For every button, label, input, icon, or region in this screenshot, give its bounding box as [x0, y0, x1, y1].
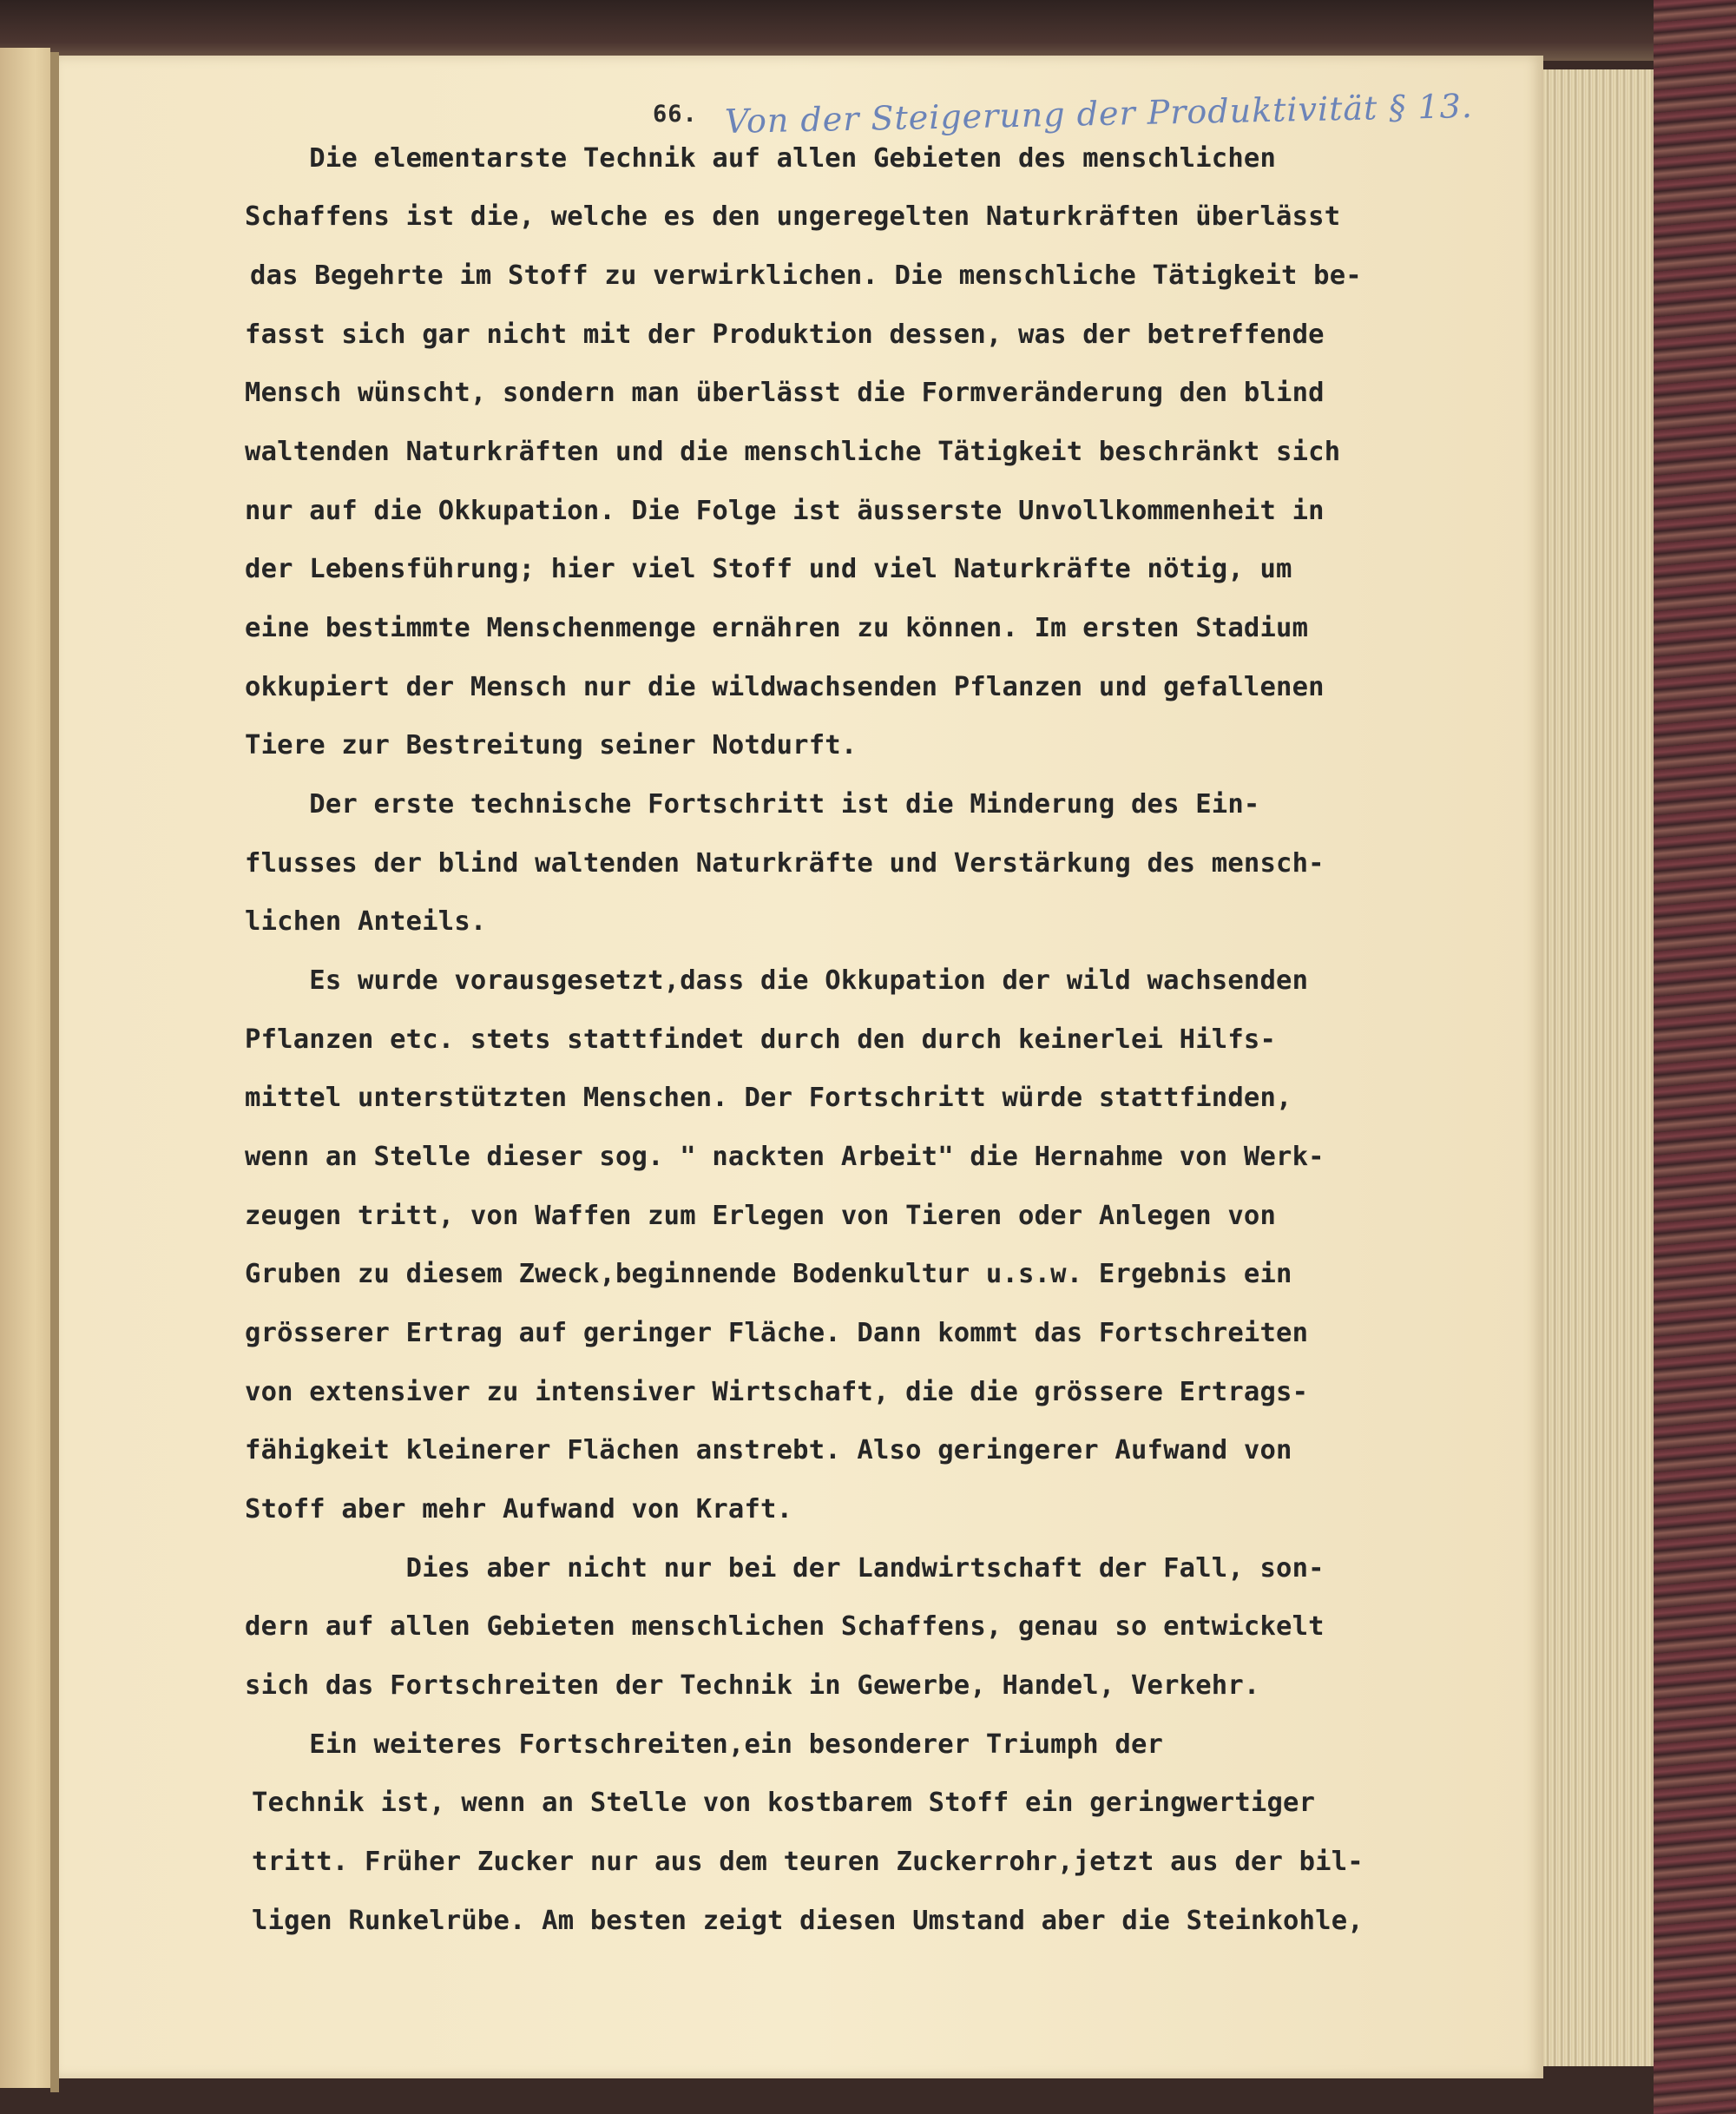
text-line: eine bestimmte Menschenmenge ernähren zu können. Im ersten Stadium — [245, 613, 1309, 643]
text-line: Dies aber nicht nur bei der Landwirtschaft der Fall, son- — [245, 1553, 1325, 1584]
text-line: fasst sich gar nicht mit der Produktion dessen, was der betreffende — [245, 319, 1325, 350]
text-line: Schaffens ist die, welche es den ungeregelten Naturkräften überlässt — [245, 201, 1341, 232]
text-line: Der erste technische Fortschritt ist die Minderung des Ein- — [245, 789, 1260, 820]
text-line: zeugen tritt, von Waffen zum Erlegen von Tieren oder Anlegen von — [245, 1201, 1277, 1231]
text-line: von extensiver zu intensiver Wirtschaft, die die grössere Ertrags- — [245, 1377, 1309, 1407]
book-cover-top — [0, 0, 1736, 61]
typewritten-page — [59, 56, 1543, 2078]
page-number: 66. — [653, 101, 698, 128]
text-line: fähigkeit kleinerer Flächen anstrebt. Also geringerer Aufwand von — [245, 1435, 1292, 1465]
text-line: flusses der blind waltenden Naturkräfte und Verstärkung des mensch- — [245, 848, 1325, 879]
page-edges — [1536, 69, 1654, 2066]
text-line: tritt. Früher Zucker nur aus dem teuren Zuckerrohr,jetzt aus der bil- — [252, 1847, 1364, 1877]
text-line: dern auf allen Gebieten menschlichen Schaffens, genau so entwickelt — [245, 1611, 1325, 1642]
text-line: ligen Runkelrübe. Am besten zeigt diesen Umstand aber die Steinkohle, — [252, 1906, 1364, 1936]
text-line: okkupiert der Mensch nur die wildwachsenden Pflanzen und gefallenen — [245, 672, 1325, 702]
text-line: lichen Anteils. — [245, 906, 487, 937]
text-line: grösserer Ertrag auf geringer Fläche. Dann kommt das Fortschreiten — [245, 1318, 1309, 1348]
text-line: Pflanzen etc. stets stattfindet durch den durch keinerlei Hilfs- — [245, 1024, 1277, 1055]
text-line: Gruben zu diesem Zweck,beginnende Bodenkultur u.s.w. Ergebnis ein — [245, 1259, 1292, 1289]
text-line: Ein weiteres Fortschreiten,ein besonderer Triumph der — [245, 1729, 1164, 1760]
text-line: Technik ist, wenn an Stelle von kostbarem Stoff ein geringwertiger — [252, 1788, 1316, 1818]
text-line: sich das Fortschreiten der Technik in Gewerbe, Handel, Verkehr. — [245, 1670, 1260, 1701]
book-gutter — [50, 52, 59, 2092]
book-cover-edge — [1654, 0, 1736, 2114]
text-line: Mensch wünscht, sondern man überlässt die Formveränderung den blind — [245, 378, 1325, 408]
text-line: der Lebensführung; hier viel Stoff und viel Naturkräfte nötig, um — [245, 554, 1292, 584]
text-line: Es wurde vorausgesetzt,dass die Okkupation der wild wachsenden — [245, 965, 1309, 996]
text-line: mittel unterstützten Menschen. Der Fortschritt würde stattfinden, — [245, 1083, 1292, 1113]
text-line: waltenden Naturkräften und die menschliche Tätigkeit beschränkt sich — [245, 437, 1341, 467]
handwritten-heading: Von der Steigerung der Produktivität § 13. — [724, 86, 1474, 141]
text-line: Die elementarste Technik auf allen Gebieten des menschlichen — [245, 143, 1277, 174]
text-line: Stoff aber mehr Aufwand von Kraft. — [245, 1494, 793, 1525]
text-line: das Begehrte im Stoff zu verwirklichen. Die menschliche Tätigkeit be- — [250, 260, 1362, 291]
previous-page-edge — [0, 48, 50, 2088]
text-line: nur auf die Okkupation. Die Folge ist äusserste Unvollkommenheit in — [245, 496, 1325, 526]
text-line: Tiere zur Bestreitung seiner Notdurft. — [245, 730, 858, 761]
text-line: wenn an Stelle dieser sog. " nackten Arbeit" die Hernahme von Werk- — [245, 1142, 1325, 1172]
